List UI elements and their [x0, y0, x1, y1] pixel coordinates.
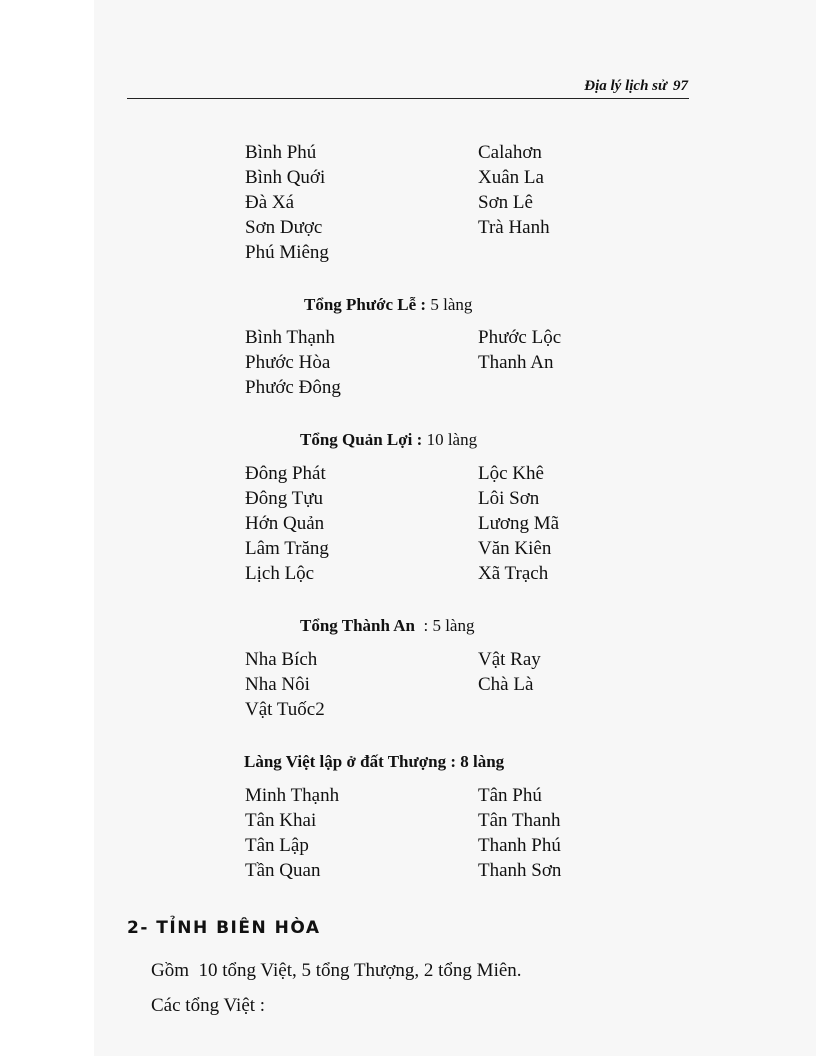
canton-name: Tổng Thành An — [300, 616, 415, 635]
canton-count: 10 làng — [422, 430, 478, 449]
group-5-right-column — [478, 783, 561, 883]
village-name: Đông Tựu — [245, 488, 324, 509]
group-1-left-column — [245, 140, 329, 265]
village-name: Minh Thạnh — [245, 785, 340, 806]
group-2-right-column — [478, 325, 561, 375]
group-2-left-column — [245, 325, 341, 400]
section-title: 2- TỈNH BIÊN HÒA — [127, 918, 321, 938]
village-name: Thanh An — [478, 352, 554, 373]
village-name: Trà Hanh — [478, 217, 550, 238]
village-name: Nha Nôi — [245, 674, 310, 695]
village-name: Lịch Lộc — [245, 563, 315, 584]
village-name: Phước Đông — [245, 377, 341, 398]
canton-name: Tổng Phước Lễ : — [304, 295, 427, 314]
village-name: Hớn Quản — [245, 513, 325, 534]
village-name: Phú Miêng — [245, 242, 329, 263]
heading-viet-villages-highland — [244, 752, 504, 772]
group-5-left-column — [245, 783, 339, 883]
page-background — [94, 0, 816, 1056]
canton-name: Tổng Quản Lợi : — [300, 430, 423, 449]
village-name: Calahơn — [478, 142, 542, 163]
village-name: Văn Kiên — [478, 538, 552, 559]
heading-text: Làng Việt lập ở đất Thượng : 8 làng — [244, 752, 505, 771]
village-name: Xã Trạch — [478, 563, 549, 584]
village-name: Chà Là — [478, 674, 534, 695]
village-name: Thanh Phú — [478, 835, 561, 856]
village-name: Lương Mã — [478, 513, 560, 534]
group-3-right-column — [478, 461, 559, 586]
village-name: Tân Phú — [478, 785, 542, 806]
village-name: Đà Xá — [245, 192, 295, 213]
village-name: Tân Lập — [245, 835, 309, 856]
header-title: Địa lý lịch sử — [584, 78, 667, 94]
canton-heading-thanh-an — [300, 616, 474, 636]
village-name: Lộc Khê — [478, 463, 544, 484]
village-name: Nha Bích — [245, 649, 318, 670]
village-name: Lâm Trăng — [245, 538, 329, 559]
group-1-right-column — [478, 140, 550, 240]
group-3-left-column — [245, 461, 329, 586]
village-name: Bình Quới — [245, 167, 326, 188]
village-name: Phước Lộc — [478, 327, 562, 348]
paragraph-summary: Gồm 10 tổng Việt, 5 tổng Thượng, 2 tổng Miên. — [151, 960, 522, 981]
village-name: Bình Thạnh — [245, 327, 335, 348]
group-4-right-column — [478, 647, 541, 697]
village-name: Thanh Sơn — [478, 860, 562, 881]
village-name: Bình Phú — [245, 142, 317, 163]
village-name: Tân Thanh — [478, 810, 561, 831]
village-name: Phước Hòa — [245, 352, 331, 373]
canton-heading-phuoc-le — [304, 295, 472, 315]
village-name: Sơn Lê — [478, 192, 533, 213]
village-name: Lôi Sơn — [478, 488, 540, 509]
village-name: Sơn Dược — [245, 217, 323, 238]
village-name: Đông Phát — [245, 463, 326, 484]
canton-count: : 5 làng — [414, 616, 475, 635]
paragraph-viet-cantons: Các tổng Việt : — [151, 995, 266, 1016]
running-header — [584, 78, 688, 95]
header-rule — [127, 98, 689, 99]
village-name: Xuân La — [478, 167, 544, 188]
village-name: Vật Ray — [478, 649, 541, 670]
group-4-left-column — [245, 647, 325, 722]
village-name: Tần Quan — [245, 860, 321, 881]
canton-count: 5 làng — [426, 295, 473, 314]
village-name: Vật Tuốc2 — [245, 699, 325, 720]
canton-heading-quan-loi — [300, 430, 477, 450]
village-name: Tân Khai — [245, 810, 317, 831]
page-number: 97 — [673, 78, 688, 94]
